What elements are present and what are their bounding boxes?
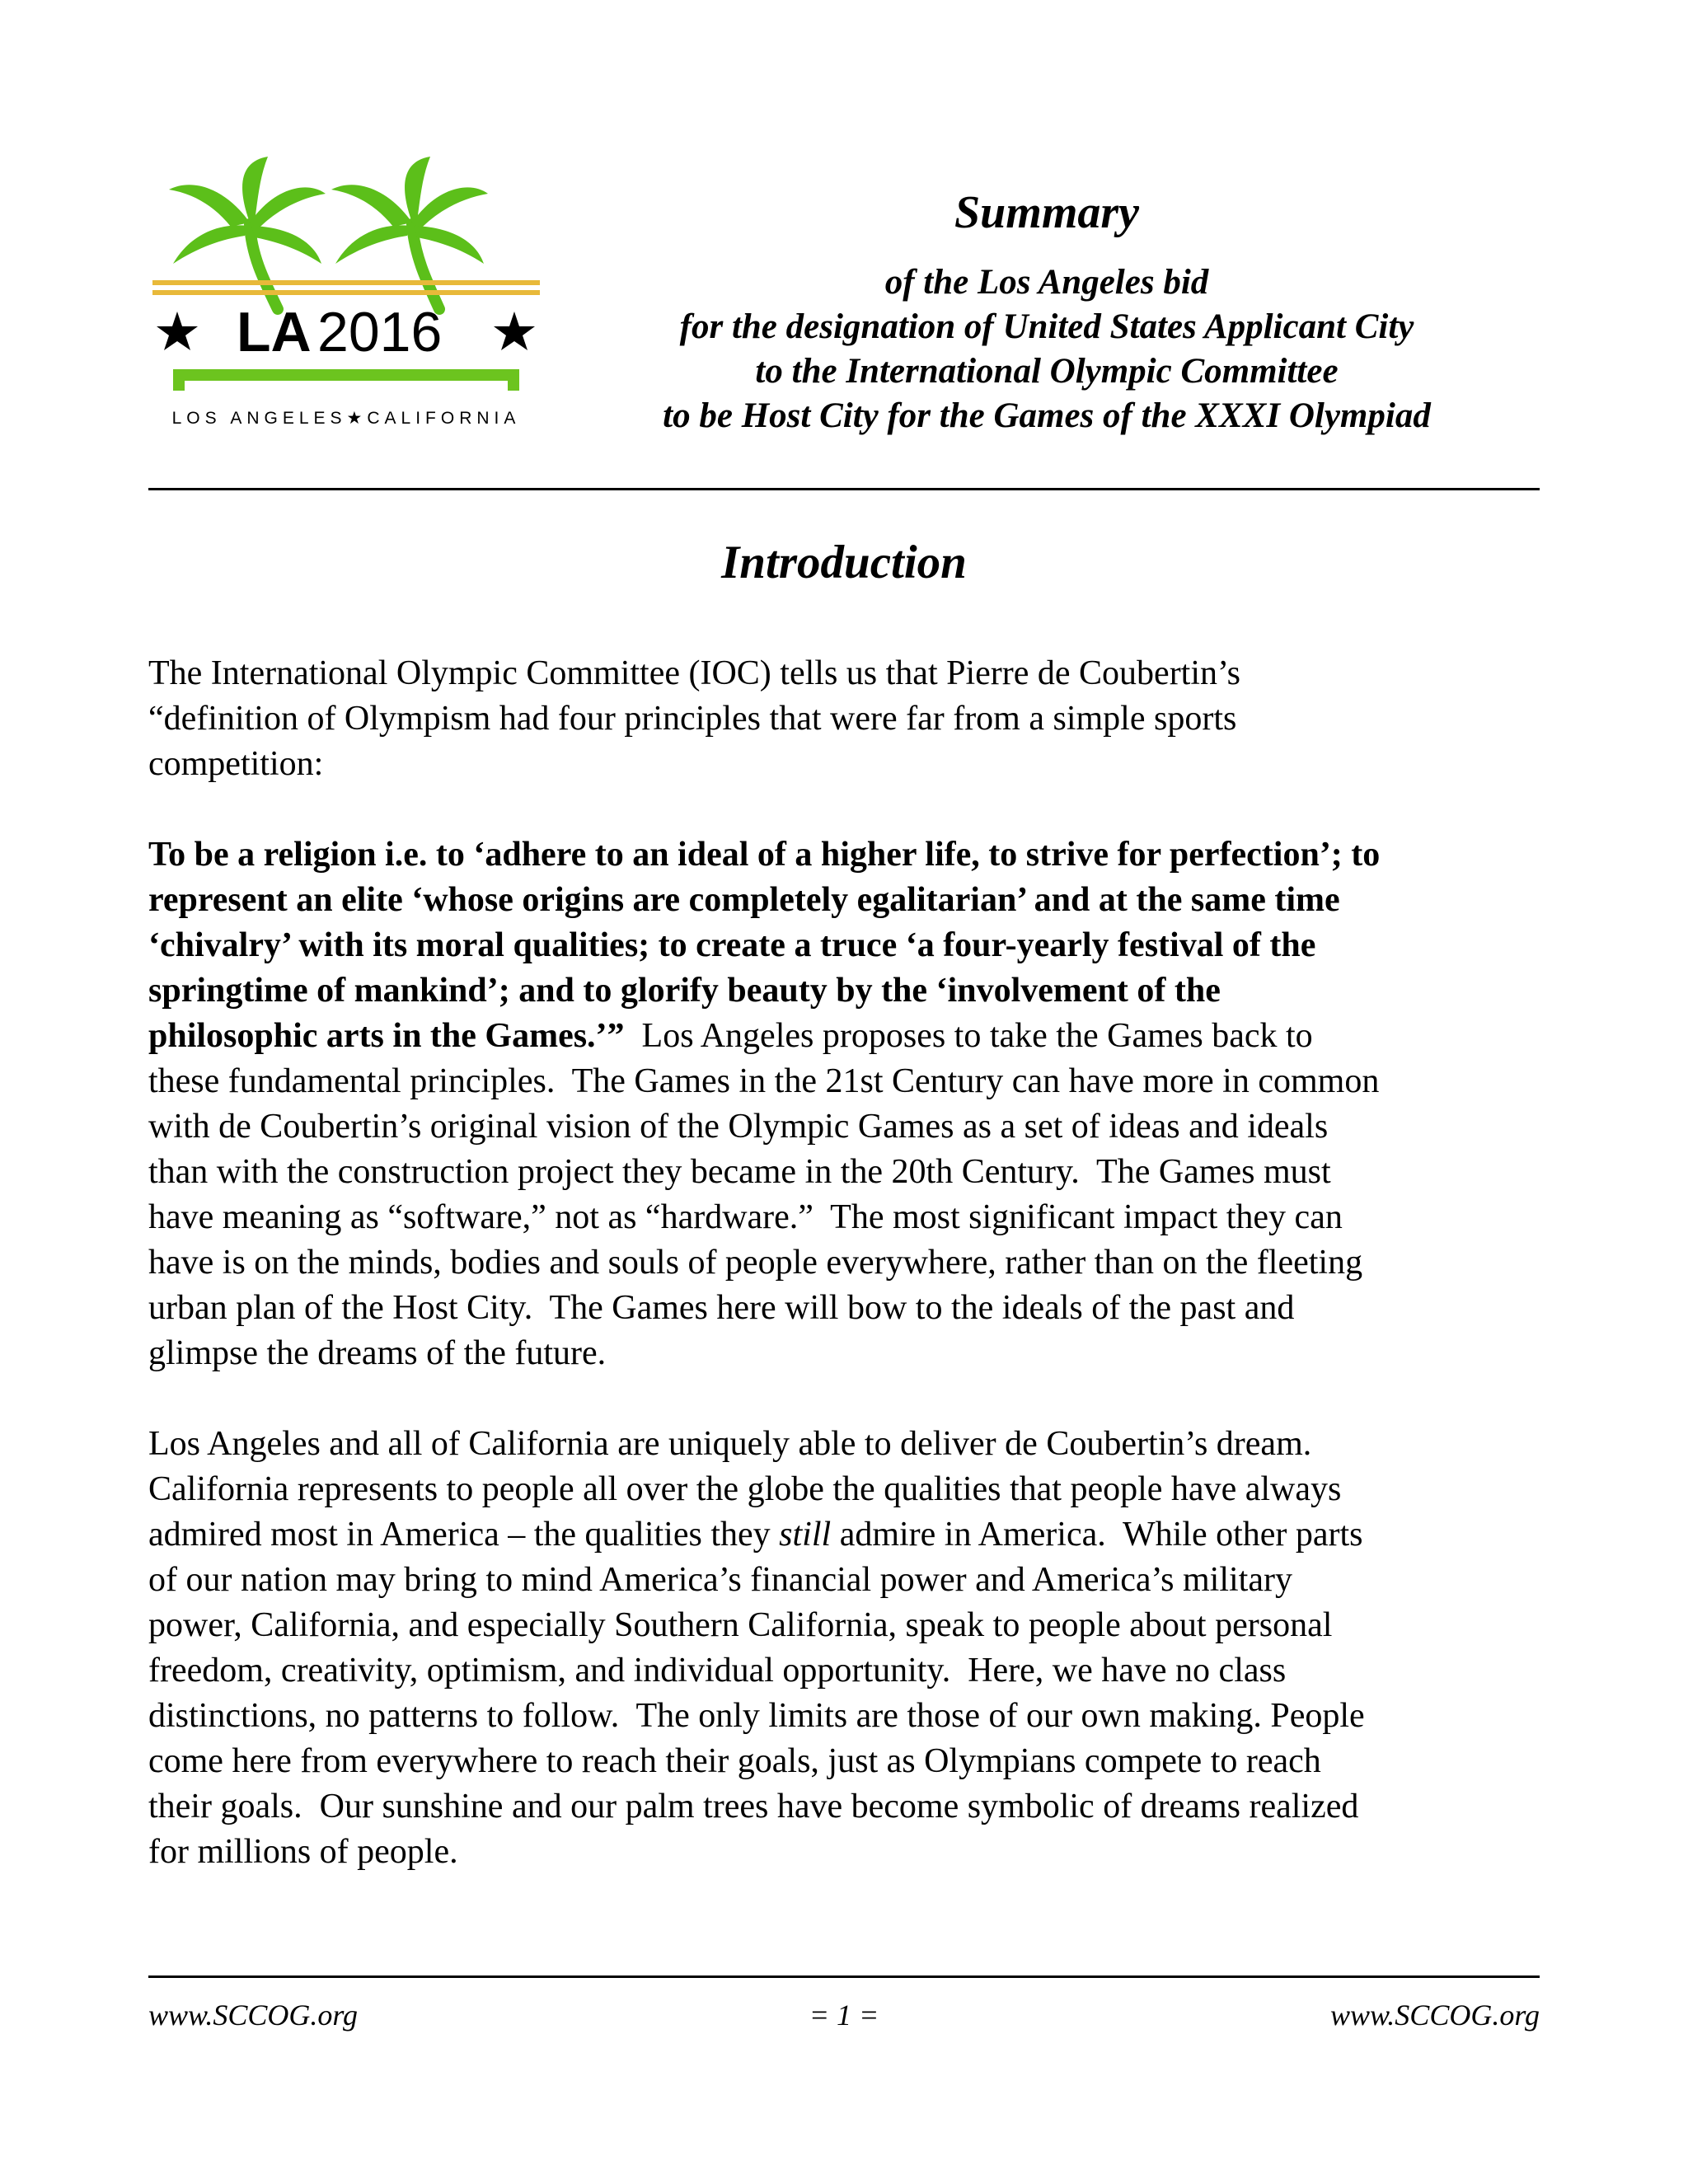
text-line [148,1784,1550,1830]
text-line [148,1739,1550,1784]
text-line [148,1331,1550,1376]
bold-text: springtime of mankind’; and to glorify beauty by the ‘involvement of the [148,972,1221,1010]
text-line [148,1648,1550,1694]
plain-text: come here from everywhere to reach their goals, just as Olympians compete to reach [148,1742,1321,1780]
plain-text: for millions of people. [148,1833,458,1871]
paragraph [148,832,1550,1376]
text-line [148,1240,1550,1286]
italic-text: still [779,1516,832,1554]
plain-text: California represents to people all over the globe the qualities that people have always [148,1470,1342,1508]
plain-text: these fundamental principles. The Games in the 21st Century can have more in common [148,1062,1380,1100]
section-title: Introduction [721,537,967,588]
palm-trees-logo-graphic [152,157,540,404]
header-line: for the designation of United States Applicant City [679,307,1414,346]
plain-text: glimpse the dreams of the future. [148,1334,607,1372]
plain-text: have is on the minds, bodies and souls of people everywhere, rather than on the fleeting [148,1244,1363,1282]
text-line [148,651,1550,696]
document-header [577,188,1517,438]
plain-text: Los Angeles proposes to take the Games back to [624,1017,1313,1055]
text-line [148,1694,1550,1739]
plain-text: distinctions, no patterns to follow. The only limits are those of our own making. People [148,1697,1365,1735]
text-line [148,1558,1550,1603]
plain-text: their goals. Our sunshine and our palm trees have become symbolic of dreams realized [148,1788,1359,1825]
plain-text: than with the construction project they became in the 20th Century. The Games must [148,1153,1331,1191]
text-line [148,696,1550,742]
text-line [148,1286,1550,1331]
plain-text: power, California, and especially Southern California, speak to people about personal [148,1606,1333,1644]
paragraph [148,651,1550,787]
text-line [148,1422,1550,1467]
text-line [148,1014,1550,1059]
text-line [148,1059,1550,1104]
la2016-logo [152,157,540,437]
footer-right-url: www.SCCOG.org [1329,1999,1540,2032]
plain-text: “definition of Olympism had four principles that were far from a simple sports [148,700,1237,738]
text-line [148,1512,1550,1558]
logo-subtitle: LOS ANGELES★CALIFORNIA [171,409,521,428]
header-line: of the Los Angeles bid [884,262,1209,302]
bold-text: To be a religion i.e. to ‘adhere to an ideal of a higher life, to strive for perfection’; to [148,836,1381,874]
logo-wordmark-year: 2016 [317,301,443,363]
text-line [148,878,1550,923]
header-divider [148,488,1540,490]
plain-text: The International Olympic Committee (IOC) tells us that Pierre de Coubertin’s [148,654,1241,692]
plain-text: with de Coubertin’s original vision of the Olympic Games as a set of ideas and ideals [148,1108,1329,1146]
document-title: Summary [954,187,1140,238]
plain-text: admire in America. While other parts [831,1516,1363,1554]
plain-text: Los Angeles and all of California are uniquely able to deliver de Coubertin’s dream. [148,1425,1312,1463]
bold-text: represent an elite ‘whose origins are completely egalitarian’ and at the same time [148,881,1340,919]
text-line [148,1195,1550,1240]
text-line [148,968,1550,1014]
text-line [148,1830,1550,1875]
footer-divider [148,1975,1540,1978]
header-line: to be Host City for the Games of the XXXI Olympiad [663,396,1431,435]
plain-text: of our nation may bring to mind America’s financial power and America’s military [148,1561,1292,1599]
text-line [148,742,1550,787]
plain-text: competition: [148,745,324,783]
header-line: to the International Olympic Committee [755,351,1339,391]
text-line [148,1104,1550,1150]
bold-text: ‘chivalry’ with its moral qualities; to create a truce ‘a four-yearly festival of the [148,926,1316,964]
star-icon [494,312,535,350]
paragraph [148,1422,1550,1875]
text-line [148,1150,1550,1195]
page-number: = 1 = [809,1999,879,2032]
star-icon [157,312,198,350]
bold-text: philosophic arts in the Games.’” [148,1017,625,1055]
text-line [148,1467,1550,1512]
logo-wordmark-la: LA [237,301,312,363]
plain-text: urban plan of the Host City. The Games here will bow to the ideals of the past and [148,1289,1295,1327]
document-body [148,651,1550,1920]
plain-text: admired most in America – the qualities they [148,1516,780,1554]
text-line [148,1603,1550,1648]
text-line [148,923,1550,968]
text-line [148,832,1550,878]
plain-text: freedom, creativity, optimism, and individual opportunity. Here, we have no class [148,1652,1287,1690]
plain-text: have meaning as “software,” not as “hardware.” The most significant impact they can [148,1198,1343,1236]
footer-left-url: www.SCCOG.org [148,1999,359,2032]
